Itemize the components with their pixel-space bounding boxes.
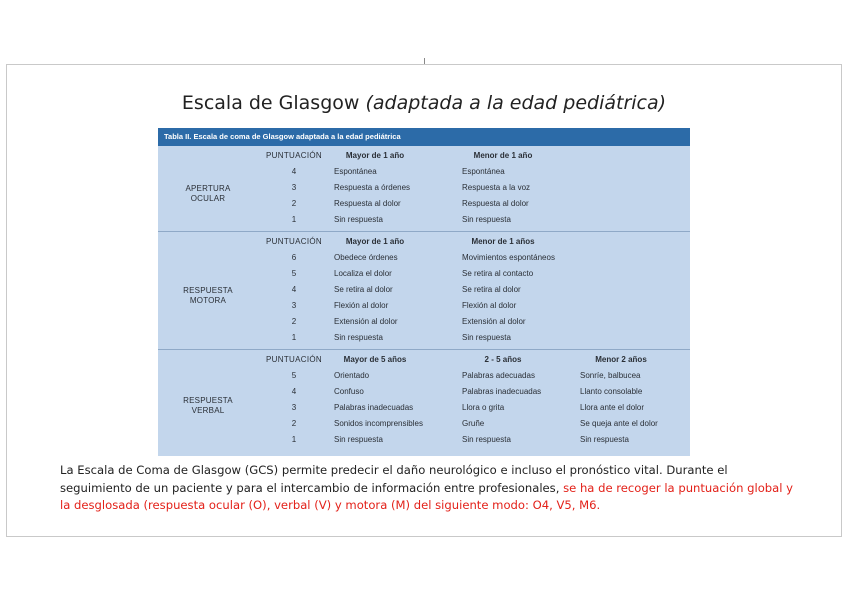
table-row	[158, 212, 690, 228]
col-a-cell: Sin respuesta	[334, 215, 383, 224]
score-cell: 5	[291, 371, 297, 380]
table-section	[158, 146, 690, 232]
col-a-cell: Respuesta a órdenes	[334, 183, 411, 192]
glasgow-scale-table	[158, 128, 690, 456]
score-cell: 3	[291, 301, 297, 310]
col-a-cell: Confuso	[334, 387, 364, 396]
table-row	[158, 298, 690, 314]
table-row	[158, 282, 690, 298]
section-label-line: RESPUESTA	[183, 396, 233, 405]
col-a-cell: Sin respuesta	[334, 435, 383, 444]
col-b-cell: Extensión al dolor	[462, 317, 526, 326]
col-a-cell: Mayor de 1 año	[345, 237, 405, 246]
caption-highlight: se ha de recoger la puntuación global y la desglosada (respuesta ocular (O), verbal (V) y motora (M) del siguiente modo: O4, V5, M6.	[60, 480, 794, 512]
score-cell: 1	[291, 215, 297, 224]
col-b-cell: Menor de 1 años	[471, 237, 535, 246]
col-b-cell: Llora o grita	[462, 403, 505, 412]
col-a-cell: Respuesta al dolor	[334, 199, 401, 208]
col-b-cell: Sin respuesta	[462, 333, 511, 342]
score-cell: 4	[291, 167, 297, 176]
col-b-cell: Gruñe	[462, 419, 485, 428]
col-a-cell: Se retira al dolor	[334, 285, 393, 294]
col-a-cell: Localiza el dolor	[334, 269, 392, 278]
col-a-cell: Palabras inadecuadas	[334, 403, 414, 412]
col-b-cell: Movimientos espontáneos	[462, 253, 555, 262]
col-a-cell: Extensión al dolor	[334, 317, 398, 326]
col-a-cell: Mayor de 1 año	[345, 151, 405, 160]
explanatory-caption	[60, 462, 800, 515]
col-c-cell: Llanto consolable	[580, 387, 643, 396]
col-a-cell: Espontánea	[334, 167, 377, 176]
score-cell: 1	[291, 333, 297, 342]
col-b-cell: Menor de 1 año	[473, 151, 533, 160]
table-row	[158, 400, 690, 416]
score-cell: PUNTUACIÓN	[266, 355, 322, 364]
section-label-line: RESPUESTA	[183, 286, 233, 295]
table-header-row	[158, 148, 690, 164]
score-cell: 4	[291, 285, 297, 294]
col-b-cell: Palabras inadecuadas	[462, 387, 542, 396]
score-cell: 2	[291, 199, 297, 208]
col-c-cell: Llora ante el dolor	[580, 403, 645, 412]
score-cell: 3	[291, 403, 297, 412]
col-b-cell: Sin respuesta	[462, 215, 511, 224]
section-label-line: APERTURA	[185, 184, 231, 193]
col-a-cell: Orientado	[334, 371, 370, 380]
section-label-line: VERBAL	[191, 406, 225, 415]
table-row	[158, 330, 690, 346]
col-a-cell: Mayor de 5 años	[343, 355, 407, 364]
col-a-cell: Flexión al dolor	[334, 301, 389, 310]
table-header-row	[158, 234, 690, 250]
col-b-cell: 2 - 5 años	[484, 355, 522, 364]
table-row	[158, 416, 690, 432]
slide-title-main: Escala de Glasgow	[181, 92, 366, 114]
col-a-cell: Sonidos incomprensibles	[334, 419, 423, 428]
col-b-cell: Espontánea	[462, 167, 505, 176]
table-row	[158, 196, 690, 212]
table-row	[158, 250, 690, 266]
score-cell: 4	[291, 387, 297, 396]
score-cell: 5	[291, 269, 297, 278]
score-cell: PUNTUACIÓN	[266, 237, 322, 246]
col-b-cell: Se retira al contacto	[462, 269, 534, 278]
col-b-cell: Palabras adecuadas	[462, 371, 535, 380]
table-row	[158, 368, 690, 384]
table-row	[158, 180, 690, 196]
col-b-cell: Respuesta a la voz	[462, 183, 531, 192]
col-b-cell: Respuesta al dolor	[462, 199, 529, 208]
table-row	[158, 314, 690, 330]
section-label-line: OCULAR	[190, 194, 226, 203]
table-row	[158, 384, 690, 400]
col-b-cell: Flexión al dolor	[462, 301, 517, 310]
col-b-cell: Sin respuesta	[462, 435, 511, 444]
col-c-cell: Menor 2 años	[595, 355, 647, 364]
score-cell: PUNTUACIÓN	[266, 151, 322, 160]
table-row	[158, 164, 690, 180]
score-cell: 3	[291, 183, 297, 192]
score-cell: 2	[291, 317, 297, 326]
table-row	[158, 266, 690, 282]
table-section	[158, 232, 690, 350]
col-c-cell: Sonríe, balbucea	[580, 371, 641, 380]
col-b-cell: Se retira al dolor	[462, 285, 521, 294]
table-header-row	[158, 352, 690, 368]
table-caption: Tabla II. Escala de coma de Glasgow adaptada a la edad pediátrica	[158, 128, 690, 146]
section-label-line: MOTORA	[189, 296, 227, 305]
score-cell: 2	[291, 419, 297, 428]
table-section	[158, 350, 690, 451]
col-a-cell: Sin respuesta	[334, 333, 383, 342]
score-cell: 6	[291, 253, 297, 262]
score-cell: 1	[291, 435, 297, 444]
caption-text: La Escala de Coma de Glasgow (GCS) permite predecir el daño neurológico e incluso el pronóstico vital. Durante el seguimiento de un paciente y para el intercambio de información entre profesionales,	[60, 463, 728, 495]
slide-title	[0, 92, 848, 114]
slide-title-subtitle: (adaptada a la edad pediátrica)	[365, 92, 667, 114]
col-c-cell: Sin respuesta	[580, 435, 629, 444]
col-c-cell: Se queja ante el dolor	[580, 419, 658, 428]
col-a-cell: Obedece órdenes	[334, 253, 398, 262]
table-row	[158, 432, 690, 448]
table-sections	[158, 146, 690, 451]
